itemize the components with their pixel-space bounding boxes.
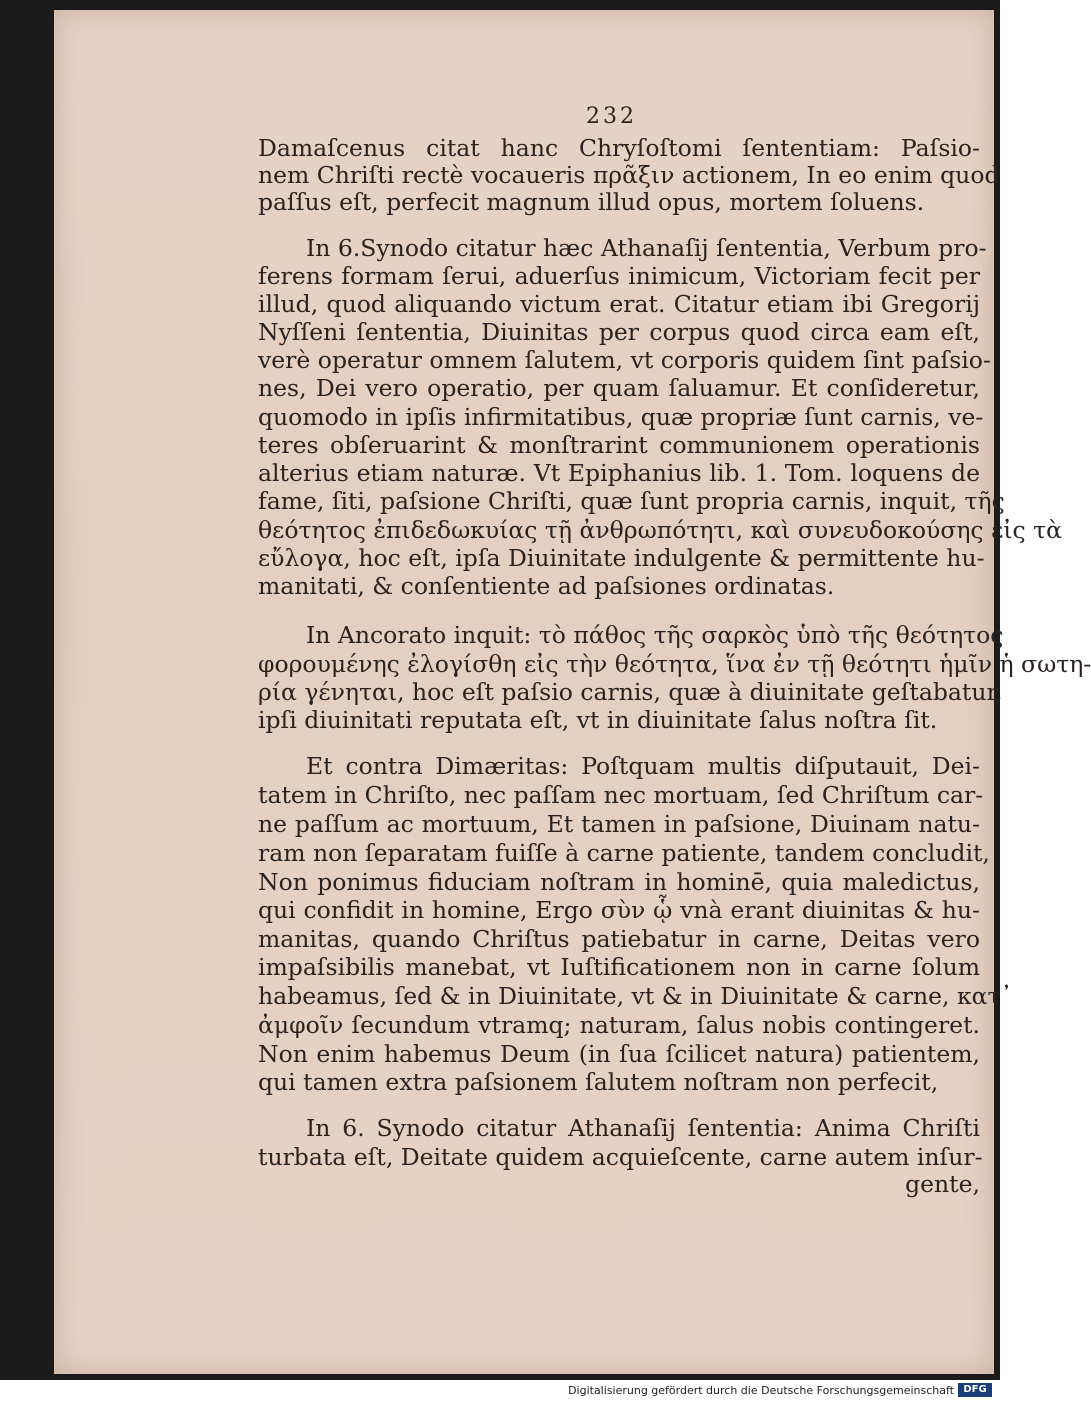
text-line: quomodo in ipſis infirmitatibus, quæ propriæ ſunt carnis, ve-: [258, 403, 984, 431]
text-line: qui confidit in homine, Ergo σὺν ᾧ vnà erant diuinitas & hu-: [258, 896, 980, 924]
text-line: εὔλογα, hoc eſt, ipſa Diuinitate indulgente & permittente hu-: [258, 544, 985, 572]
text-line: teres obſeruarint & monſtrarint communionem operationis: [258, 431, 980, 459]
greek-text-line: θεότητος ἐπιδεδωκυίας τῇ ἀνθρωπότητι, καὶ συνευδοκούσης εἰς τὰ: [258, 516, 1062, 544]
dfg-logo-icon: DFG: [958, 1383, 992, 1397]
text-line: turbata eſt, Deitate quidem acquieſcente, carne autem inſur-: [258, 1143, 983, 1171]
text-line: tatem in Chriſto, nec paſſam nec mortuam, ſed Chriſtum car-: [258, 781, 984, 809]
digitization-footer: [0, 1380, 1000, 1401]
page-number: 232: [586, 104, 637, 129]
text-line: impaſsibilis manebat, vt Iuſtificationem non in carne ſolum: [258, 953, 980, 981]
text-line: Non ponimus fiduciam noſtram in hominē, quia maledictus,: [258, 868, 980, 896]
text-line: manitati, & conſentiente ad paſsiones ordinatas.: [258, 572, 835, 600]
funding-credit: Digitalisierung gefördert durch die Deutsche Forschungsgemeinschaft: [568, 1384, 954, 1397]
text-line: fame, ſiti, paſsione Chriſti, quæ ſunt propria carnis, inquit, τῆς: [258, 487, 1005, 515]
text-line: habeamus, ſed & in Diuinitate, vt & in Diuinitate & carne, κατ᾽: [258, 982, 1013, 1010]
text-line: Non enim habemus Deum (in ſua ſcilicet natura) patientem,: [258, 1040, 980, 1068]
text-line: illud, quod aliquando victum erat. Citatur etiam ibi Gregorij: [258, 290, 980, 318]
text-line: nes, Dei vero operatio, per quam ſaluamur. Et conſideretur,: [258, 374, 980, 402]
text-line: Et contra Dimæritas: Poſtquam multis diſputauit, Dei-: [306, 752, 980, 780]
text-line: ferens formam ſerui, aduerſus inimicum, Victoriam fecit per: [258, 262, 980, 290]
text-line: manitas, quando Chriſtus patiebatur in carne, Deitas vero: [258, 925, 980, 953]
text-line: In 6.Synodo citatur hæc Athanaſij ſententia, Verbum pro-: [306, 234, 987, 262]
text-line: In Ancorato inquit: τὸ πάθος τῆς σαρκὸς ὑπὸ τῆς θεότητος: [306, 621, 1004, 649]
text-line: ρία γένηται, hoc eſt paſsio carnis, quæ à diuinitate geſtabatur,: [258, 678, 1003, 706]
text-line: In 6. Synodo citatur Athanaſij ſententia: Anima Chriſti: [306, 1114, 980, 1142]
greek-text-line: φορουμένης ἐλογίσθη εἰς τὴν θεότητα, ἵνα ἐν τῇ θεότητι ἡμῖν ἡ σωτη-: [258, 650, 1091, 678]
text-line: qui tamen extra paſsionem ſalutem noſtram non perfecit,: [258, 1068, 939, 1096]
text-line: nem Chriſti rectè vocaueris πρᾶξιν actionem, In eo enim quod: [258, 161, 1000, 189]
text-line: paſſus eſt, perfecit magnum illud opus, mortem ſoluens.: [258, 188, 925, 216]
text-line: ipſi diuinitati reputata eſt, vt in diuinitate ſalus noſtra ſit.: [258, 706, 938, 734]
text-line: ἀμφοῖν ſecundum vtramq; naturam, ſalus nobis contingeret.: [258, 1011, 980, 1039]
text-line: ram non ſeparatam fuiſſe à carne patiente, tandem concludit,: [258, 839, 990, 867]
text-line: verè operatur omnem ſalutem, vt corporis quidem ſint paſsio-: [258, 346, 991, 374]
text-line: alterius etiam naturæ. Vt Epiphanius lib. 1. Tom. loquens de: [258, 459, 980, 487]
text-line: Nyſſeni ſententia, Diuinitas per corpus quod circa eam eſt,: [258, 318, 980, 346]
catchword-line: gente,: [905, 1170, 980, 1198]
text-line: Damaſcenus citat hanc Chryſoſtomi ſententiam: Paſsio-: [258, 134, 980, 162]
text-line: ne paſſum ac mortuum, Et tamen in paſsione, Diuinam natu-: [258, 810, 980, 838]
